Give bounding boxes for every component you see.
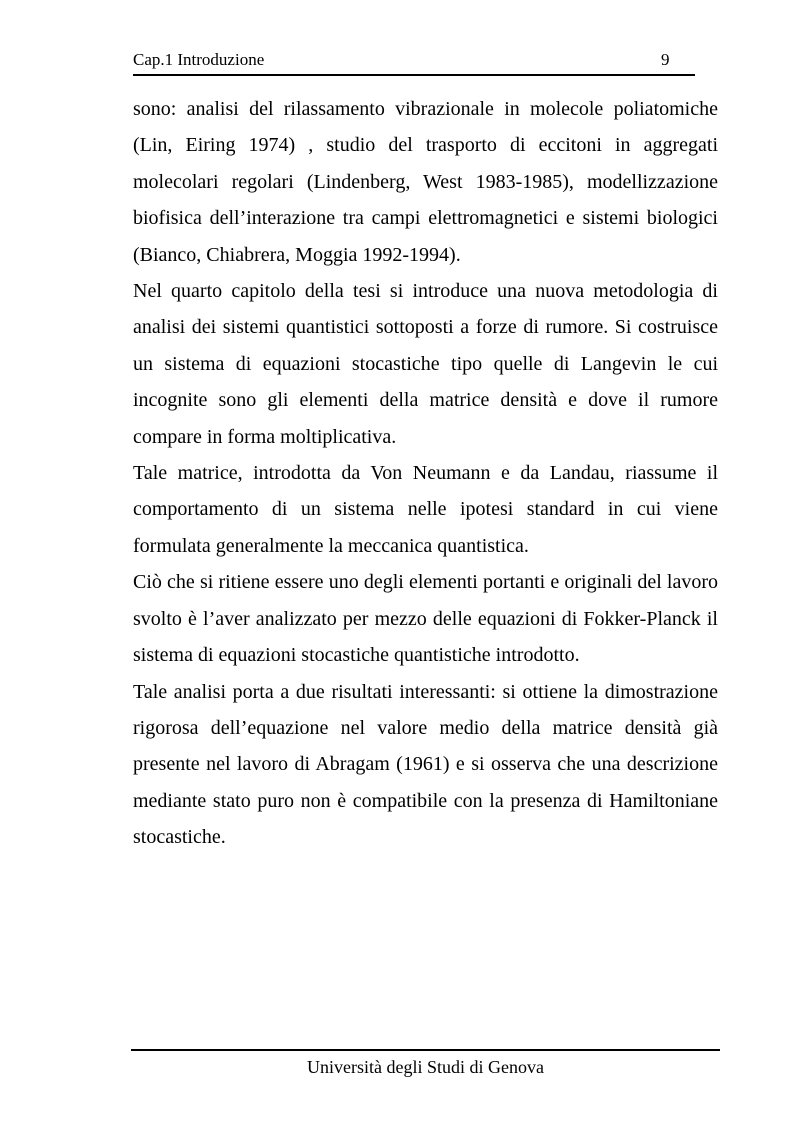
paragraph-1: sono: analisi del rilassamento vibrazionale in molecole poliatomiche (Lin, Eiring 1974) , studio del trasporto di eccitoni in aggregati molecolari regolari (Lindenberg, West 1983-1985), modellizzazione biofisica dell’interazione tra campi elettromagnetici e sistemi biologici (Bianco, Chiabrera, Moggia 1992-1994). bbox=[133, 98, 718, 266]
chapter-title: Cap.1 Introduzione bbox=[133, 50, 265, 69]
body-text bbox=[133, 91, 718, 856]
paragraph-4: Ciò che si ritiene essere uno degli elementi portanti e originali del lavoro svolto è l’aver analizzato per mezzo delle equazioni di Fokker-Planck il sistema di equazioni stocastiche quantistiche introdotto. bbox=[133, 571, 718, 667]
page-header bbox=[133, 48, 695, 76]
paragraph-2: Nel quarto capitolo della tesi si introduce una nuova metodologia di analisi dei sistemi quantistici sottoposti a forze di rumore. Si costruisce un sistema di equazioni stocastiche tipo quelle di Langevin le cui incognite sono gli elementi della matrice densità e dove il rumore compare in forma moltiplicativa. bbox=[133, 280, 718, 448]
footer-divider bbox=[131, 1049, 720, 1051]
paragraph-3: Tale matrice, introdotta da Von Neumann e da Landau, riassume il comportamento di un sistema nelle ipotesi standard in cui viene formulata generalmente la meccanica quantistica. bbox=[133, 462, 718, 557]
page-number: 9 bbox=[661, 50, 670, 69]
paragraph-5: Tale analisi porta a due risultati interessanti: si ottiene la dimostrazione rigorosa dell’equazione nel valore medio della matrice densità già presente nel lavoro di Abragam (1961) e si osserva che una descrizione mediante stato puro non è compatibile con la presenza di Hamiltoniane stocastiche. bbox=[133, 680, 718, 849]
footer-institution: Università degli Studi di Genova bbox=[307, 1057, 544, 1077]
